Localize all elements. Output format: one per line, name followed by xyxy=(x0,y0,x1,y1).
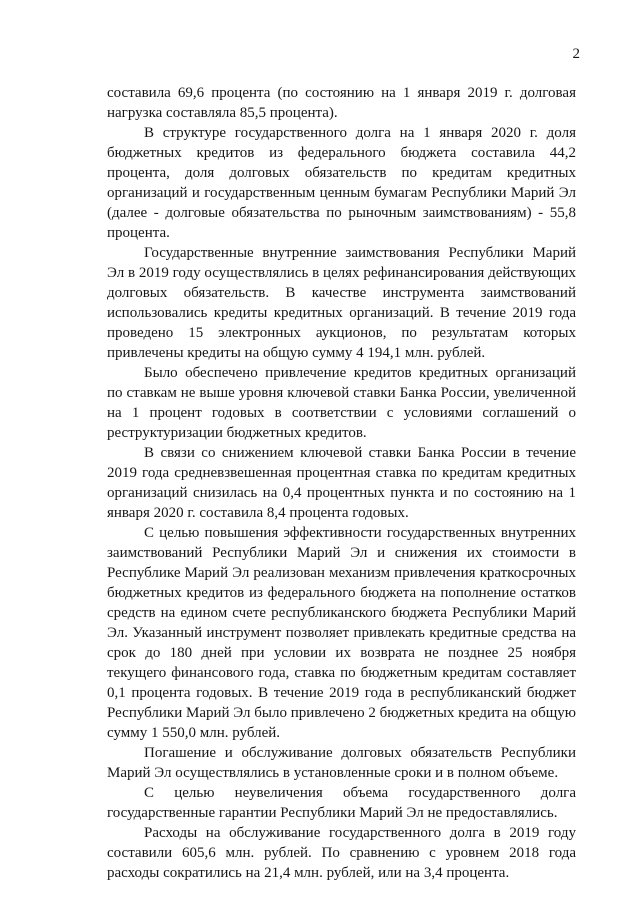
document-body xyxy=(107,83,576,883)
paragraph-internal-borrowings: Государственные внутренние заимствования Республики Марий Эл в 2019 году осуществлялись в целях рефинансирования действующих долговых обязательств. В качестве инструмента заимствований использовались кредиты кредитных организаций. В течение 2019 года проведено 15 электронных аукционов, по результатам которых привлечены кредиты на общую сумму 4 194,1 млн. рублей. xyxy=(107,245,576,361)
paragraph-short-term-credits: С целью повышения эффективности государственных внутренних заимствований Республики Марий Эл и снижения их стоимости в Республике Марий Эл реализован механизм привлечения краткосрочных бюджетных кредитов из федерального бюджета на пополнение остатков средств на едином счете республиканского бюджета Республики Марий Эл. Указанный инструмент позволяет привлекать кредитные средства на срок до 180 дней при условии их возврата не позднее 25 ноября текущего финансового года, ставка по бюджетным кредитам составляет 0,1 процента годовых. В течение 2019 года в республиканский бюджет Республики Марий Эл было привлечено 2 бюджетных кредита на общую сумму 1 550,0 млн. рублей. xyxy=(107,525,576,741)
paragraph-debt-structure: В структуре государственного долга на 1 января 2020 г. доля бюджетных кредитов из федерального бюджета составила 44,2 процента, доля долговых обязательств по кредитам кредитных организаций и государственным ценным бумагам Республики Марий Эл (далее - долговые обязательства по рыночным заимствованиям) - 55,8 процента. xyxy=(107,125,576,241)
paragraph-key-rate: В связи со снижением ключевой ставки Банка России в течение 2019 года средневзвешенная процентная ставка по кредитам кредитных организаций снизилась на 0,4 процентных пункта и по состоянию на 1 января 2020 г. составила 8,4 процента годовых. xyxy=(107,445,576,521)
paragraph-repayment: Погашение и обслуживание долговых обязательств Республики Марий Эл осуществлялись в установленные сроки и в полном объеме. xyxy=(107,745,576,781)
page-number: 2 xyxy=(572,46,580,62)
paragraph-servicing-costs: Расходы на обслуживание государственного долга в 2019 году составили 605,6 млн. рублей. По сравнению с уровнем 2018 года расходы сократились на 21,4 млн. рублей, или на 3,4 процента. xyxy=(107,825,576,881)
paragraph-guarantees: С целью неувеличения объема государственного долга государственные гарантии Республики Марий Эл не предоставлялись. xyxy=(107,785,576,821)
paragraph-credit-rates: Было обеспечено привлечение кредитов кредитных организаций по ставкам не выше уровня ключевой ставки Банка России, увеличенной на 1 процент годовых в соответствии с условиями соглашений о реструктуризации бюджетных кредитов. xyxy=(107,365,576,441)
paragraph-continuation: составила 69,6 процента (по состоянию на 1 января 2019 г. долговая нагрузка составляла 85,5 процента). xyxy=(107,85,576,121)
